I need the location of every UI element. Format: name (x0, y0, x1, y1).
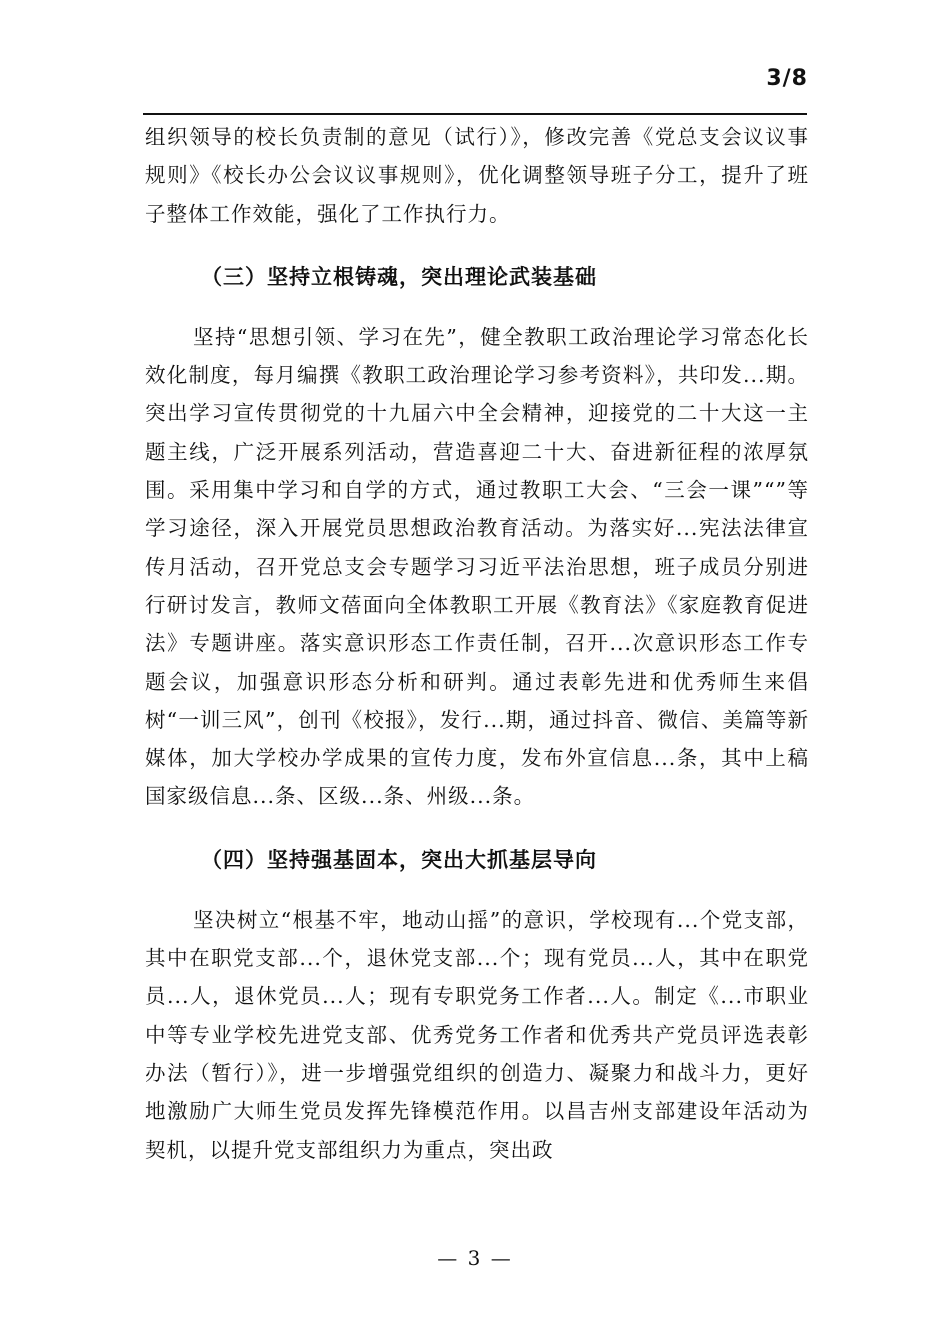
section-heading-3: （三）坚持立根铸魂，突出理论武装基础 (201, 264, 597, 289)
paragraph-section-4: 坚决树立“根基不牢，地动山摇”的意识，学校现有...个党支部，其中在职党支部...个，退休党支部...个；现有党员...人，其中在职党员...人，退休党员...人；现有专职党务工作者...人。制定《...市职业中等专业学校先进党支部、优秀党务工作者和优秀共产党员评选表彰办法（暂行）》，进一步增强党组织的创造力、凝聚力和战斗力，更好地激励广大师生党员发挥先锋模范作用。以昌吉州支部建设年活动为契机，以提升党支部组织力为重点，突出政 (145, 907, 809, 1162)
paragraph-intro: 组织领导的校长负责制的意见（试行）》，修改完善《党总支会议议事规则》《校长办公会议议事规则》，优化调整领导班子分工，提升了班子整体工作效能，强化了工作执行力。 (145, 125, 809, 226)
page-indicator: 3/8 (766, 66, 808, 91)
section-heading-4: （四）坚持强基固本，突出大抓基层导向 (201, 847, 597, 872)
header-divider (143, 113, 807, 115)
paragraph-section-3: 坚持“思想引领、学习在先”，健全教职工政治理论学习常态化长效化制度，每月编撰《教职工政治理论学习参考资料》，共印发...期。突出学习宣传贯彻党的十九届六中全会精神，迎接党的二十大这一主题主线，广泛开展系列活动，营造喜迎二十大、奋进新征程的浓厚氛围。采用集中学习和自学的方式，通过教职工大会、“三会一课”“”等学习途径，深入开展党员思想政治教育活动。为落实好...宪法法律宣传月活动，召开党总支会专题学习习近平法治思想，班子成员分别进行研讨发言，教师文蓓面向全体教职工开展《教育法》《家庭教育促进法》专题讲座。落实意识形态工作责任制，召开...次意识形态工作专题会议，加强意识形态分析和研判。通过表彰先进和优秀师生来倡树“一训三风”，创刊《校报》，发行...期，通过抖音、微信、美篇等新媒体，加大学校办学成果的宣传力度，发布外宣信息...条，其中上稿国家级信息...条、区级...条、州级...条。 (145, 324, 809, 809)
document-body (145, 118, 809, 1169)
page-number: — 3 — (437, 1246, 513, 1270)
